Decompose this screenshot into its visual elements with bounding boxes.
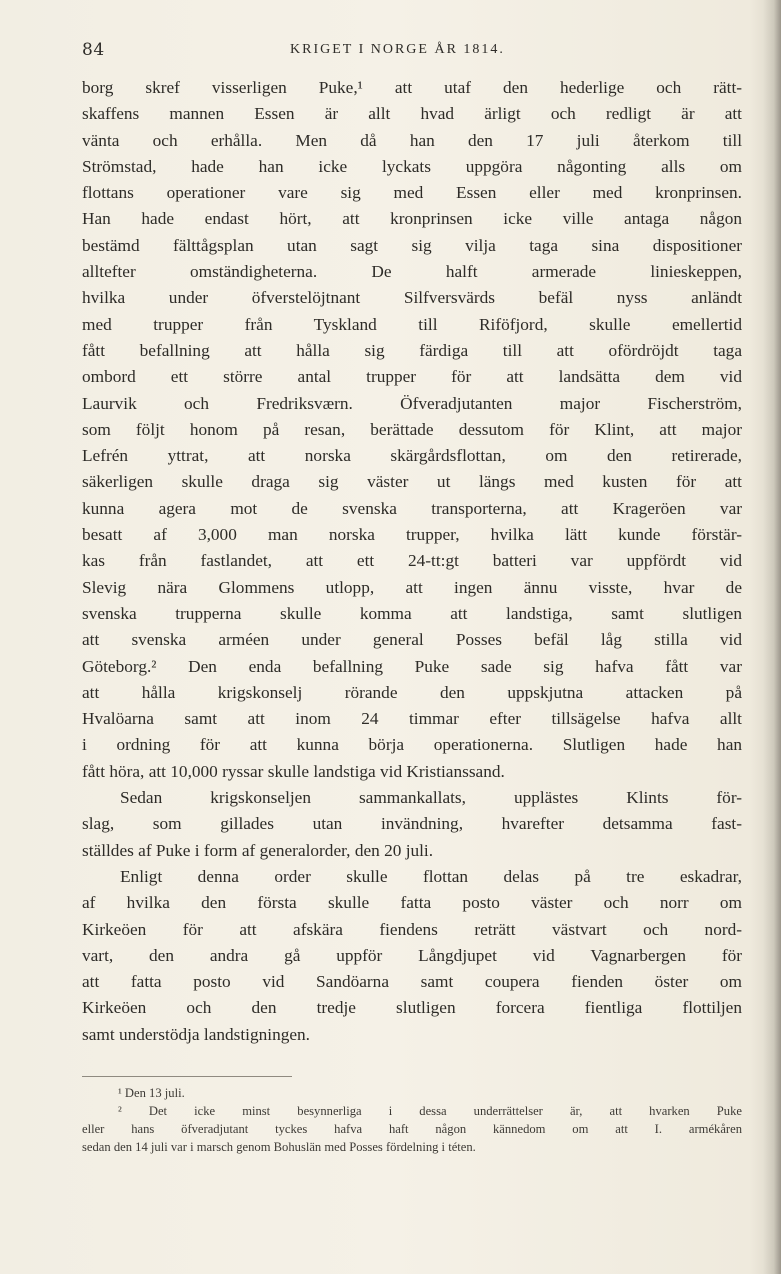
text-line: med trupper från Tyskland till Riföfjord, skulle emellertid bbox=[82, 314, 742, 334]
text-line: i ordning för att kunna börja operationerna. Slutligen hade han bbox=[82, 735, 742, 755]
footnote-divider bbox=[82, 1076, 292, 1077]
footnote-2-cont: eller hans öfveradjutant tyckes hafva haft någon kännedom om att I. armékåren bbox=[82, 1122, 742, 1136]
text-line: Slevig nära Glommens utlopp, att ingen ännu visste, hvar de bbox=[82, 577, 742, 597]
text-line: säkerligen skulle draga sig väster ut längs med kusten för att bbox=[82, 472, 742, 492]
text-line: Lefrén yttrat, att norska skärgårdsflottan, om den retirerade, bbox=[82, 446, 742, 466]
text-line: Hvalöarna samt att inom 24 timmar efter tillsägelse hafva allt bbox=[82, 709, 742, 729]
text-line: som följt honom på resan, berättade dessutom för Klint, att major bbox=[82, 419, 742, 439]
footnote-2-end: sedan den 14 juli var i marsch genom Bohuslän med Posses fördelning i téten. bbox=[82, 1140, 476, 1154]
page-header bbox=[82, 40, 742, 66]
text-line: hvilka under öfverstelöjtnant Silfversvärds befäl nyss anländt bbox=[82, 288, 742, 308]
text-line: slag, som gillades utan invändning, hvarefter detsamma fast- bbox=[82, 814, 742, 834]
text-line: svenska trupperna skulle komma att landstiga, samt slutligen bbox=[82, 603, 742, 623]
text-line: Enligt denna order skulle flottan delas på tre eskadrar, bbox=[120, 866, 742, 886]
text-line: att hålla krigskonselj rörande den uppskjutna attacken på bbox=[82, 682, 742, 702]
text-line: borg skref visserligen Puke,¹ att utaf den hederlige och rätt- bbox=[82, 78, 742, 97]
text-line: Han hade endast hört, att kronprinsen icke ville antaga någon bbox=[82, 209, 742, 229]
text-line: ställdes af Puke i form af generalorder, den 20 juli. bbox=[82, 840, 434, 860]
footnote-1: ¹ Den 13 juli. bbox=[118, 1086, 185, 1100]
text-line: bestämd fälttågsplan utan sagt sig vilja taga sina dispositioner bbox=[82, 235, 742, 255]
text-line: flottans operationer vare sig med Essen eller med kronprinsen. bbox=[82, 183, 742, 203]
text-line: skaffens mannen Essen är allt hvad ärligt och redligt är att bbox=[82, 104, 742, 124]
text-line: ombord ett större antal trupper för att landsätta dem vid bbox=[82, 367, 742, 387]
running-title: KRIGET I NORGE ÅR 1814. bbox=[290, 42, 505, 57]
text-line: Kirkeöen och den tredje slutligen forcera fientliga flottiljen bbox=[82, 998, 742, 1018]
text-line: Kirkeöen för att afskära fiendens reträtt västvart och nord- bbox=[82, 919, 742, 939]
page-number: 84 bbox=[82, 40, 105, 60]
page-edge-shadow bbox=[763, 0, 781, 1274]
text-line: Göteborg.² Den enda befallning Puke sade sig hafva fått var bbox=[82, 656, 742, 676]
text-line: Sedan krigskonseljen sammankallats, upplästes Klints för- bbox=[120, 788, 742, 808]
text-line: Strömstad, hade han icke lyckats uppgöra någonting alls om bbox=[82, 156, 742, 176]
text-line: vänta och erhålla. Men då han den 17 juli återkom till bbox=[82, 130, 742, 150]
text-line: Laurvik och Fredriksværn. Öfveradjutanten major Fischerström, bbox=[82, 393, 742, 413]
text-line: att svenska arméen under general Posses befäl låg stilla vid bbox=[82, 630, 742, 650]
footnote-2: ² Det icke minst besynnerliga i dessa underrättelser är, att hvarken Puke bbox=[118, 1104, 742, 1118]
text-line: kunna agera mot de svenska transporterna, att Krageröen var bbox=[82, 498, 742, 518]
text-line: fått befallning att hålla sig färdiga till att ofördröjdt taga bbox=[82, 340, 742, 360]
text-line: alltefter omständigheterna. De halft armerade linieskeppen, bbox=[82, 262, 742, 282]
body-text bbox=[82, 75, 742, 1048]
text-line: kas från fastlandet, att ett 24-tt:gt batteri var uppfördt vid bbox=[82, 551, 742, 571]
text-line: samt understödja landstigningen. bbox=[82, 1024, 310, 1044]
text-line: vart, den andra gå uppför Långdjupet vid Vagnarbergen för bbox=[82, 945, 742, 965]
text-line: besatt af 3,000 man norska trupper, hvilka lätt kunde förstär- bbox=[82, 525, 742, 545]
text-line: fått höra, att 10,000 ryssar skulle landstiga vid Kristianssand. bbox=[82, 761, 505, 781]
text-line: att fatta posto vid Sandöarna samt coupera fienden öster om bbox=[82, 972, 742, 992]
text-line: af hvilka den första skulle fatta posto väster och norr om bbox=[82, 893, 742, 913]
footnotes bbox=[82, 1084, 742, 1156]
